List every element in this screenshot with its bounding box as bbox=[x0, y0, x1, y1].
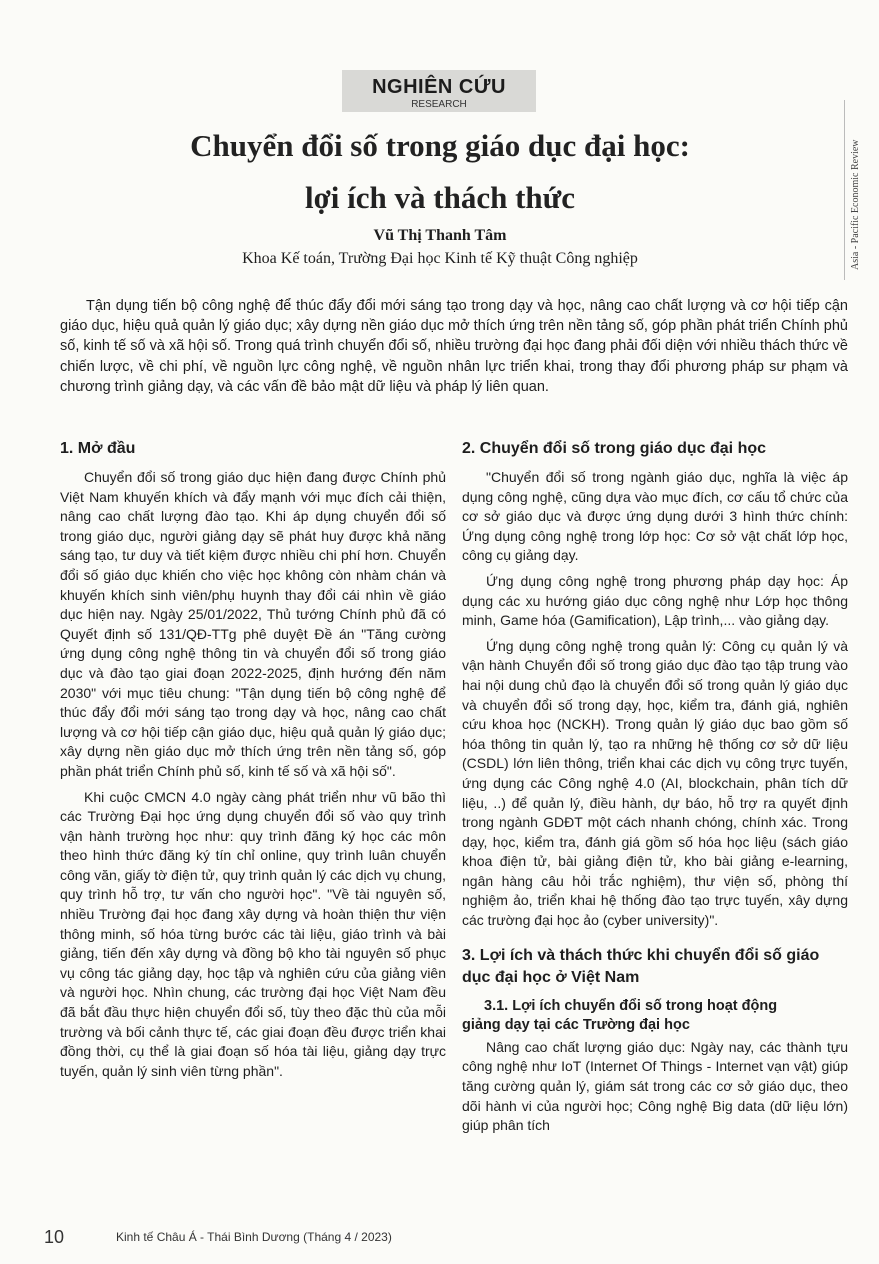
journal-name: Kinh tế Châu Á - Thái Bình Dương (Tháng 4 / 2023) bbox=[116, 1230, 392, 1244]
title-line-2: lợi ích và thách thức bbox=[305, 180, 575, 215]
section-heading-intro: 1. Mở đầu bbox=[60, 440, 136, 457]
right-column bbox=[462, 430, 848, 1142]
left-column bbox=[60, 430, 446, 1087]
page-footer bbox=[44, 1225, 744, 1249]
side-rule bbox=[844, 100, 845, 280]
section-label: NGHIÊN CỨU bbox=[372, 76, 506, 98]
section-heading-digital-transformation: 2. Chuyển đổi số trong giáo dục đại học bbox=[462, 440, 767, 457]
paragraph: Nâng cao chất lượng giáo dục: Ngày nay, các thành tựu công nghệ như IoT (Internet Of Things - Internet vạn vật) giúp tăng cường quản lý, giám sát trong các cơ sở giáo dục, theo dõi hành vi của người học; Công nghệ Big data (dữ liệu lớn) giúp phân tích bbox=[462, 1038, 848, 1134]
paragraph: Chuyển đổi số trong giáo dục hiện đang được Chính phủ Việt Nam khuyến khích và đẩy mạnh với mục đích cải thiện, nâng cao chất lượng đào tạo. Khi áp dụng chuyển đổi số trong giáo dục, người giảng dạy sẽ phát huy được khả năng sáng tạo, tư duy và tiết kiệm được nhiều chi phí hơn. Chuyển đổi số giáo dục khiến cho việc học không còn nhàm chán và khuyến khích sinh viên/phụ huynh thay đổi cái nhìn về giáo dục hiện nay. Ngày 25/01/2022, Thủ tướng Chính phủ đã có Quyết định số 131/QĐ-TTg phê duyệt Đề án "Tăng cường ứng dụng công nghệ thông tin và chuyển đổi số trong giáo dục và đào tạo giai đoạn 2022-2025, định hướng đến năm 2030" với mục tiêu chung: "Tận dụng tiến bộ công nghệ để thúc đẩy đổi mới sáng tạo trong dạy và học, nâng cao chất lượng và cơ hội tiếp cận giáo dục, hiệu quả quản lý giáo dục; xây dựng nền giáo dục mở thích ứng trên nền tảng số, góp phần phát triển Chính phủ số, kinh tế số và xã hội số". bbox=[60, 469, 446, 779]
subsection-heading-line-2: giảng dạy tại các Trường đại học bbox=[462, 1017, 690, 1034]
paragraph: Ứng dụng công nghệ trong phương pháp dạy học: Áp dụng các xu hướng giáo dục công nghệ như Lớp học thông minh, Game hóa (Gamification), Lập trình,... vào giảng dạy. bbox=[462, 572, 848, 629]
title-line-1: Chuyển đổi số trong giáo dục đại học: bbox=[190, 128, 690, 163]
section-heading-benefits-challenges: 3. Lợi ích và thách thức khi chuyển đổi số giáo dục đại học ở Việt Nam bbox=[462, 946, 820, 986]
page-number: 10 bbox=[44, 1227, 65, 1247]
author-affiliation: Khoa Kế toán, Trường Đại học Kinh tế Kỹ thuật Công nghiệp bbox=[242, 250, 638, 267]
paragraph: "Chuyển đổi số trong ngành giáo dục, nghĩa là việc áp dụng công nghệ, cũng dựa vào mục đích, cơ cấu tổ chức của cơ sở giáo dục và được ứng dụng dưới 3 hình thức chính: Ứng dụng công nghệ trong lớp học: Cơ sở vật chất lớp học, công cụ giảng dạy. bbox=[462, 469, 848, 564]
author-name: Vũ Thị Thanh Tâm bbox=[373, 227, 507, 244]
paragraph: Ứng dụng công nghệ trong quản lý: Công cụ quản lý và vận hành Chuyển đổi số trong giáo dục đào tạo tập trung vào hai nội dung chủ đạo là chuyển đổi số trong quản lý giáo dục và chuyển đổi số trong dạy, học, kiểm tra, đánh giá, nghiên cứu khoa học (NCKH). Trong quản lý giáo dục bao gồm số hóa thông tin quản lý, tạo ra những hệ thống cơ sở dữ liệu (CSDL) lớn liên thông, triển khai các dịch vụ công trực tuyến, ứng dụng các Công nghệ 4.0 (AI, blockchain, phân tích dữ liệu, ..) để quản lý, điều hành, dự báo, hỗ trợ ra quyết định trong ngành GDĐT một cách nhanh chóng, chính xác. Trong dạy, học, kiểm tra, đánh giá gồm số hóa học liệu (sách giáo khoa điện tử, bài giảng điện tử, kho bài giảng e-learning, ngân hàng câu hỏi trắc nghiệm), thư viện số, phòng thí nghiệm ảo, triển khai hệ thống đào tạo trực tuyến, xây dựng các trường đại học ảo (cyber university)". bbox=[462, 637, 848, 929]
article-title bbox=[60, 120, 820, 224]
paragraph: Khi cuộc CMCN 4.0 ngày càng phát triển như vũ bão thì các Trường Đại học ứng dụng chuyển đổi số vào quy trình vận hành trường học như: quy trình đăng ký học các môn theo hình thức đăng ký tín chỉ online, quy trình luân chuyển công văn, giấy tờ điện tử, quy trình quản lý các dịch vụ chung, quy trình hỗ trợ, tư vấn cho người học". "Về tài nguyên số, nhiều Trường đại học đang xây dựng và hoàn thiện thư viện thông minh, số hóa từng bước các tài liệu, giáo trình và bài giảng, tiến đến xây dựng và đồng bộ kho tài nguyên số phục vụ công tác giảng dạy, học tập và nghiên cứu của giảng viên và người học. Nhìn chung, các trường đại học Việt Nam đều đã bắt đầu thực hiện chuyển đổi số, tùy theo đặc thù của mỗi trường và bối cảnh thực tế, các giai đoạn đều được triển khai đồng thời, cụ thể là giai đoạn số hóa tài liệu, giảng dạy trực tuyến, quản lý sinh viên từng phần". bbox=[60, 788, 446, 1079]
abstract: Tận dụng tiến bộ công nghệ để thúc đẩy đổi mới sáng tạo trong dạy và học, nâng cao chất lượng và cơ hội tiếp cận giáo dục, hiệu quả quản lý giáo dục; xây dựng nền giáo dục mở thích ứng trên nền tảng số, góp phần phát triển Chính phủ số, kinh tế số và xã hội số. Trong quá trình chuyển đổi số, nhiều trường đại học đang phải đối diện với nhiều thách thức về chiến lược, về chi phí, về nguồn lực công nghệ, về nguồn nhân lực triển khai, trong thay đổi phương pháp sư phạm và chương trình giảng dạy, và các vấn đề bảo mật dữ liệu và pháp lý liên quan. bbox=[60, 298, 848, 395]
journal-side-text: Asia - Pacific Economic Review bbox=[850, 139, 861, 270]
subsection-heading-benefits bbox=[462, 997, 848, 1036]
section-tag bbox=[342, 70, 536, 112]
section-sublabel: RESEARCH bbox=[411, 99, 467, 110]
subsection-heading-line-1: 3.1. Lợi ích chuyển đổi số trong hoạt động bbox=[484, 997, 778, 1014]
